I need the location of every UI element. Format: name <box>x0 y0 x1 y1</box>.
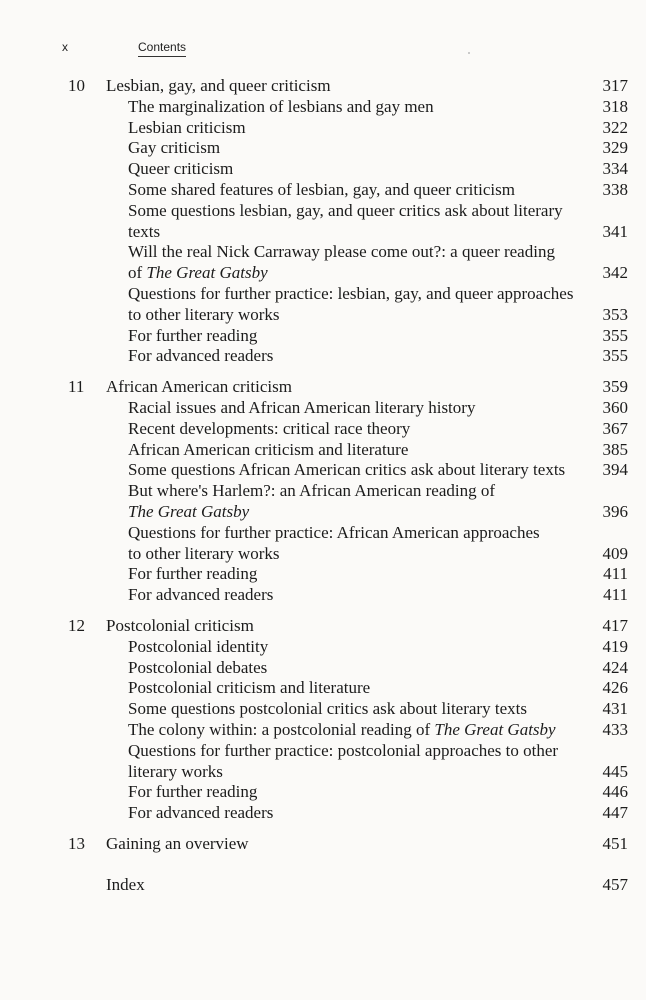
entry-title: Questions for further practice: postcolonial approaches to other <box>128 740 559 760</box>
entry-title: literary works <box>128 761 223 781</box>
toc-entry[interactable] <box>68 720 628 741</box>
index-entry[interactable] <box>68 875 628 896</box>
toc-entry[interactable] <box>68 782 628 803</box>
toc-entry[interactable] <box>68 159 628 180</box>
running-head <box>62 40 186 57</box>
toc-entry-line <box>68 460 628 481</box>
entry-page: 411 <box>603 585 628 605</box>
entry-title: Queer criticism <box>128 159 234 179</box>
chapter-number: 12 <box>68 615 85 635</box>
toc-entry[interactable] <box>68 460 628 481</box>
toc-entry-line <box>68 222 628 243</box>
book-title-italic: The Great Gatsby <box>146 263 268 283</box>
toc-entry-line <box>68 564 628 585</box>
chapter-number: 13 <box>68 833 85 853</box>
entry-page: 433 <box>602 719 628 739</box>
entry-title: For further reading <box>128 325 258 345</box>
chapter-heading[interactable] <box>68 76 628 97</box>
toc-entry-line <box>68 502 628 523</box>
chapter-number: 11 <box>68 377 85 397</box>
toc-entry[interactable] <box>68 118 628 139</box>
chapter-page: 451 <box>602 833 628 853</box>
table-of-contents <box>68 76 628 895</box>
toc-entry[interactable] <box>68 419 628 440</box>
entry-title: texts <box>128 221 161 241</box>
toc-entry-line <box>68 544 628 565</box>
entry-title: Postcolonial debates <box>128 657 268 677</box>
entry-page: 342 <box>602 263 628 283</box>
chapter-block <box>68 834 628 855</box>
chapter-heading[interactable] <box>68 377 628 398</box>
entry-title: For further reading <box>128 782 258 802</box>
entry-title: of The Great Gatsby <box>128 263 268 283</box>
entry-title: The colony within: a postcolonial reading of The Great Gatsby <box>128 719 556 739</box>
entry-title: The marginalization of lesbians and gay men <box>128 96 434 116</box>
toc-entry-line <box>68 118 628 139</box>
toc-entry[interactable] <box>68 284 628 326</box>
entry-title: Some questions lesbian, gay, and queer critics ask about literary <box>128 200 563 220</box>
toc-entry-line <box>68 138 628 159</box>
entry-page: 355 <box>602 346 628 366</box>
chapter-page: 317 <box>602 76 628 95</box>
entry-page: 360 <box>602 397 628 417</box>
chapter-heading[interactable] <box>68 616 628 637</box>
toc-entry[interactable] <box>68 699 628 720</box>
toc-entry-line <box>68 658 628 679</box>
toc-entry-line <box>68 284 628 305</box>
chapter-number: 10 <box>68 76 85 95</box>
toc-entry[interactable] <box>68 481 628 523</box>
entry-title: But where's Harlem?: an African American reading of <box>128 481 496 501</box>
entry-page: 426 <box>602 678 628 698</box>
entry-title: For further reading <box>128 564 258 584</box>
chapter-page: 417 <box>602 615 628 635</box>
entry-page: 411 <box>603 564 628 584</box>
entry-page: 424 <box>602 657 628 677</box>
entry-page: 409 <box>602 543 628 563</box>
toc-entry-line <box>68 741 628 762</box>
toc-entry-line <box>68 440 628 461</box>
page-folio: x <box>62 40 68 54</box>
entry-page: 318 <box>602 96 628 116</box>
toc-entry[interactable] <box>68 678 628 699</box>
entry-title: Racial issues and African American literary history <box>128 397 476 417</box>
toc-entry[interactable] <box>68 180 628 201</box>
toc-entry-line <box>68 523 628 544</box>
toc-entry[interactable] <box>68 201 628 243</box>
toc-entry-line <box>68 201 628 222</box>
toc-entry[interactable] <box>68 97 628 118</box>
toc-entry-line <box>68 305 628 326</box>
toc-entry[interactable] <box>68 398 628 419</box>
toc-entry[interactable] <box>68 242 628 284</box>
book-title-italic: The Great Gatsby <box>434 719 556 739</box>
toc-entry-line <box>68 159 628 180</box>
entry-title: African American criticism and literature <box>128 439 409 459</box>
entry-title: Questions for further practice: lesbian, gay, and queer approaches <box>128 283 574 303</box>
book-title-italic: The Great Gatsby <box>128 501 250 521</box>
toc-entry-line <box>68 398 628 419</box>
entry-page: 341 <box>602 221 628 241</box>
entry-page: 394 <box>602 460 628 480</box>
entry-title: Some questions postcolonial critics ask about literary texts <box>128 699 527 719</box>
chapter-block <box>68 616 628 824</box>
entry-title: Recent developments: critical race theory <box>128 418 411 438</box>
toc-entry[interactable] <box>68 440 628 461</box>
toc-entry[interactable] <box>68 585 628 606</box>
index-title: Index <box>106 874 145 894</box>
entry-title: For advanced readers <box>128 803 274 823</box>
entry-title: Gay criticism <box>128 138 221 158</box>
toc-entry[interactable] <box>68 346 628 367</box>
chapter-title: Gaining an overview <box>106 833 249 853</box>
toc-entry-line <box>68 346 628 367</box>
entry-page: 446 <box>602 782 628 802</box>
toc-entry-line <box>68 97 628 118</box>
entry-title: Some shared features of lesbian, gay, and queer criticism <box>128 179 515 199</box>
toc-entry-line <box>68 762 628 783</box>
entry-page: 385 <box>602 439 628 459</box>
entry-page: 353 <box>602 304 628 324</box>
chapter-block <box>68 377 628 606</box>
running-head-title: Contents <box>138 40 186 57</box>
toc-entry[interactable] <box>68 637 628 658</box>
index-page: 457 <box>602 874 628 894</box>
toc-entry[interactable] <box>68 658 628 679</box>
entry-page: 329 <box>602 138 628 158</box>
entry-title: Postcolonial criticism and literature <box>128 678 371 698</box>
entry-title: Some questions African American critics ask about literary texts <box>128 460 566 480</box>
entry-page: 338 <box>602 179 628 199</box>
entry-page: 431 <box>602 699 628 719</box>
chapter-block <box>68 76 628 367</box>
toc-entry-line <box>68 637 628 658</box>
entry-page: 367 <box>602 418 628 438</box>
toc-entry-line <box>68 263 628 284</box>
entry-title: to other literary works <box>128 543 280 563</box>
entry-title: to other literary works <box>128 304 280 324</box>
entry-title <box>128 502 249 523</box>
scan-speck <box>468 52 470 54</box>
toc-entry[interactable] <box>68 741 628 783</box>
chapter-page: 359 <box>602 377 628 397</box>
entry-title: Will the real Nick Carraway please come out?: a queer reading <box>128 242 555 262</box>
chapter-title: African American criticism <box>106 377 292 397</box>
toc-entry-line <box>68 803 628 824</box>
toc-entry[interactable] <box>68 138 628 159</box>
chapter-heading[interactable] <box>68 834 628 855</box>
entry-page: 396 <box>602 501 628 521</box>
toc-entry[interactable] <box>68 326 628 347</box>
entry-page: 419 <box>602 636 628 656</box>
toc-entry-line <box>68 678 628 699</box>
entry-page: 322 <box>602 117 628 137</box>
toc-entry-line <box>68 720 628 741</box>
toc-entry[interactable] <box>68 523 628 565</box>
entry-page: 447 <box>602 803 628 823</box>
chapter-title: Postcolonial criticism <box>106 615 254 635</box>
entry-title: Questions for further practice: African American approaches <box>128 522 540 542</box>
toc-entry-line <box>68 242 628 263</box>
entry-title: For advanced readers <box>128 585 274 605</box>
entry-title: Lesbian criticism <box>128 117 246 137</box>
chapter-title: Lesbian, gay, and queer criticism <box>106 76 331 95</box>
entry-page: 445 <box>602 761 628 781</box>
toc-entry-line <box>68 481 628 502</box>
toc-entry-line <box>68 699 628 720</box>
toc-entry-line <box>68 585 628 606</box>
toc-entry[interactable] <box>68 564 628 585</box>
toc-entry-line <box>68 326 628 347</box>
entry-title: Postcolonial identity <box>128 636 269 656</box>
toc-entry-line <box>68 782 628 803</box>
entry-page: 334 <box>602 159 628 179</box>
toc-entry-line <box>68 180 628 201</box>
entry-page: 355 <box>602 325 628 345</box>
toc-entry-line <box>68 419 628 440</box>
toc-entry[interactable] <box>68 803 628 824</box>
entry-title: For advanced readers <box>128 346 274 366</box>
